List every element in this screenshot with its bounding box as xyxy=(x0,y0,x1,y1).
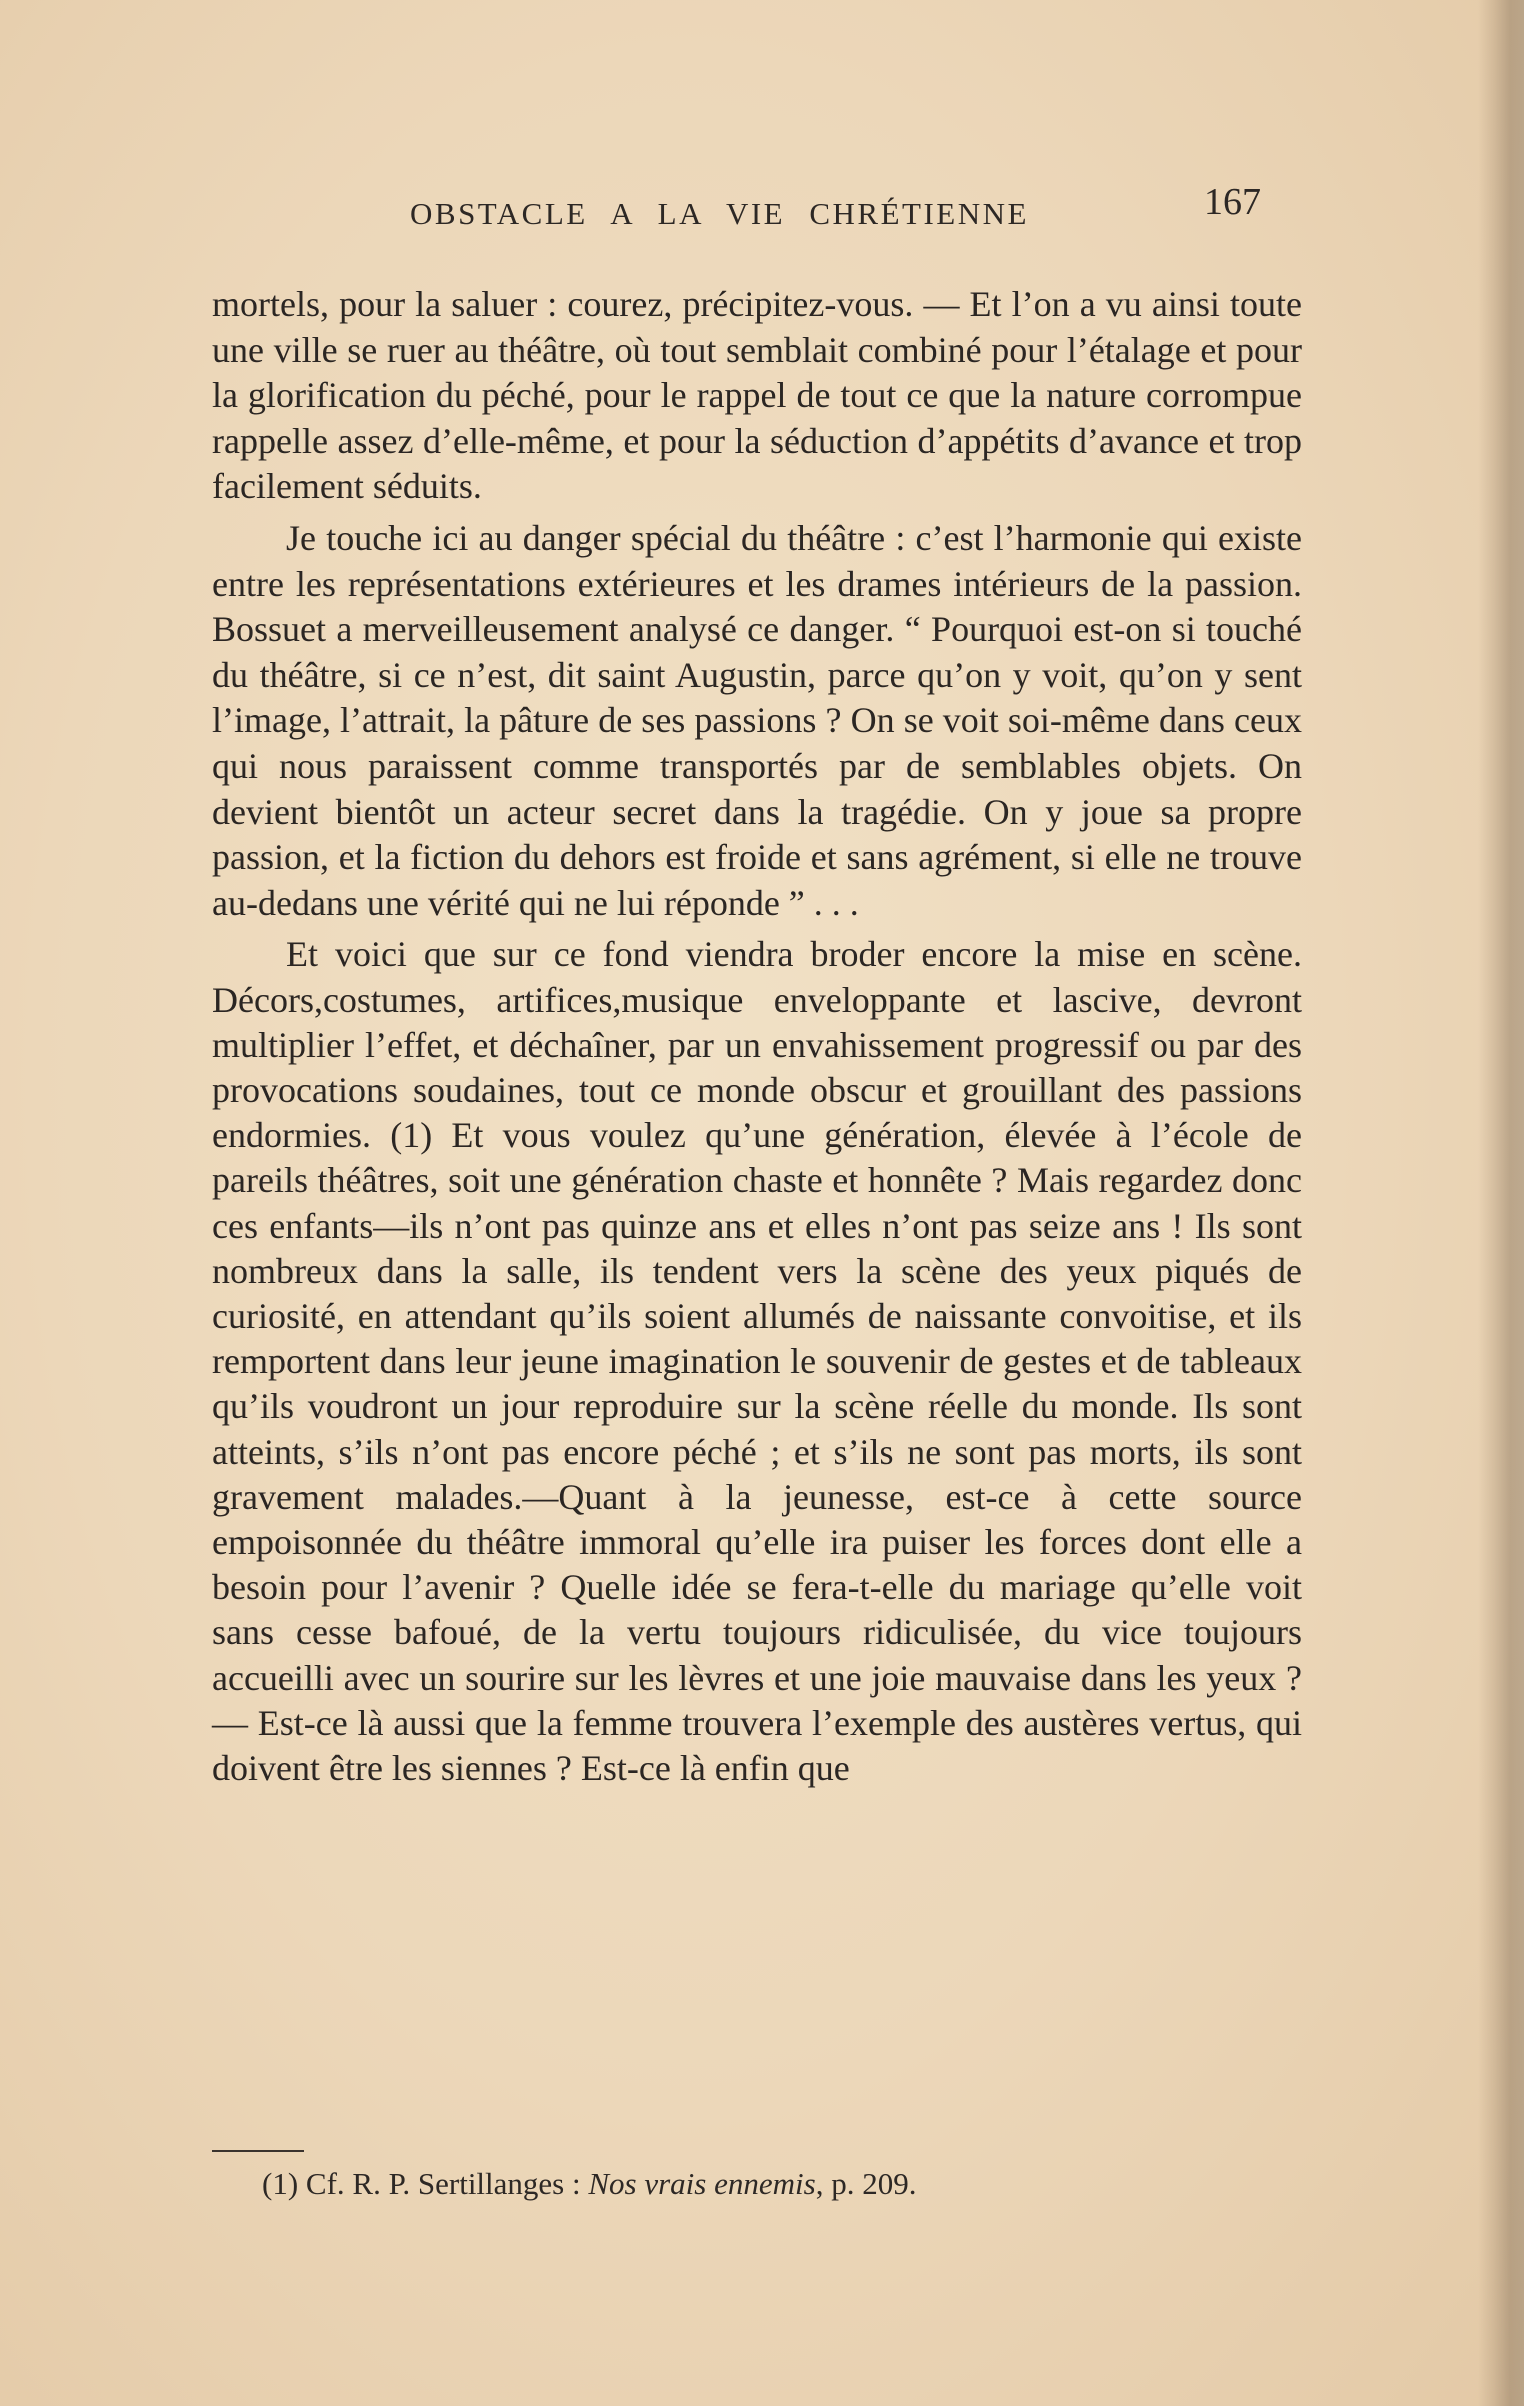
footnote-marker-author: (1) Cf. R. P. Sertillanges : xyxy=(262,2166,589,2201)
footnote-book-title: Nos vrais ennemis xyxy=(588,2166,816,2201)
page-binding-edge xyxy=(1478,0,1524,2406)
footnote-divider xyxy=(212,2150,304,2152)
running-title: OBSTACLE A LA VIE CHRÉTIENNE xyxy=(410,196,1029,231)
footnote-page-ref: , p. 209. xyxy=(815,2166,917,2201)
paragraph-3: Et voici que sur ce fond viendra broder encore la mise en scène. Décors,costumes, artifices,musique enveloppante et lascive, devront multiplier l’effet, et déchaîner, par un envahissement progressif ou par des provocations soudaines, tout ce monde obscur et grouillant des passions endormies. (1) Et vous voulez qu’une génération, élevée à l’école de pareils théâtres, soit une génération chaste et honnête ? Mais regardez donc ces enfants—ils n’ont pas quinze ans et elles n’ont pas seize ans ! Ils sont nombreux dans la salle, ils tendent vers la scène des yeux piqués de curiosité, en attendant qu’ils soient allumés de naissante convoitise, et ils remportent dans leur jeune imagination le souvenir de gestes et de tableaux qu’ils voudront un jour reproduire sur la scène réelle du monde. Ils sont atteints, s’ils n’ont pas encore péché ; et s’ils ne sont pas morts, ils sont gravement malades.—Quant à la jeunesse, est-ce à cette source empoisonnée du théâtre immoral qu’elle ira puiser les forces dont elle a besoin pour l’avenir ? Quelle idée se fera-t-elle du mariage qu’elle voit sans cesse bafoué, de la vertu toujours ridiculisée, du vice toujours accueilli avec un sourire sur les lèvres et une joie mauvaise dans les yeux ?— Est-ce là aussi que la femme trouvera l’exemple des austères vertus, qui doivent être les siennes ? Est-ce là enfin que xyxy=(212,934,1302,1788)
footnote xyxy=(262,2166,916,2202)
paragraph-2: Je touche ici au danger spécial du théâtre : c’est l’harmonie qui existe entre les représentations extérieures et les drames intérieurs de la passion. Bossuet a merveilleusement analysé ce danger. “ Pourquoi est-on si touché du théâtre, si ce n’est, dit saint Augustin, parce qu’on y voit, qu’on y sent l’image, l’attrait, la pâture de ses passions ? On se voit soi-même dans ceux qui nous paraissent comme transportés par de semblables objets. On devient bientôt un acteur secret dans la tragédie. On y joue sa propre passion, et la fiction du dehors est froide et sans agrément, si elle ne trouve au-dedans une vérité qui ne lui réponde ” . . . xyxy=(212,517,1302,923)
paragraph-1: mortels, pour la saluer : courez, précipitez-vous. — Et l’on a vu ainsi toute une ville se ruer au théâtre, où tout semblait combiné pour l’étalage et pour la glorification du péché, pour le rappel de tout ce que la nature corrompue rappelle assez d’elle-même, et pour la séduction d’appétits d’avance et trop facilement séduits. xyxy=(212,284,1302,507)
body-text xyxy=(212,282,1302,1797)
page-number: 167 xyxy=(1204,181,1261,223)
